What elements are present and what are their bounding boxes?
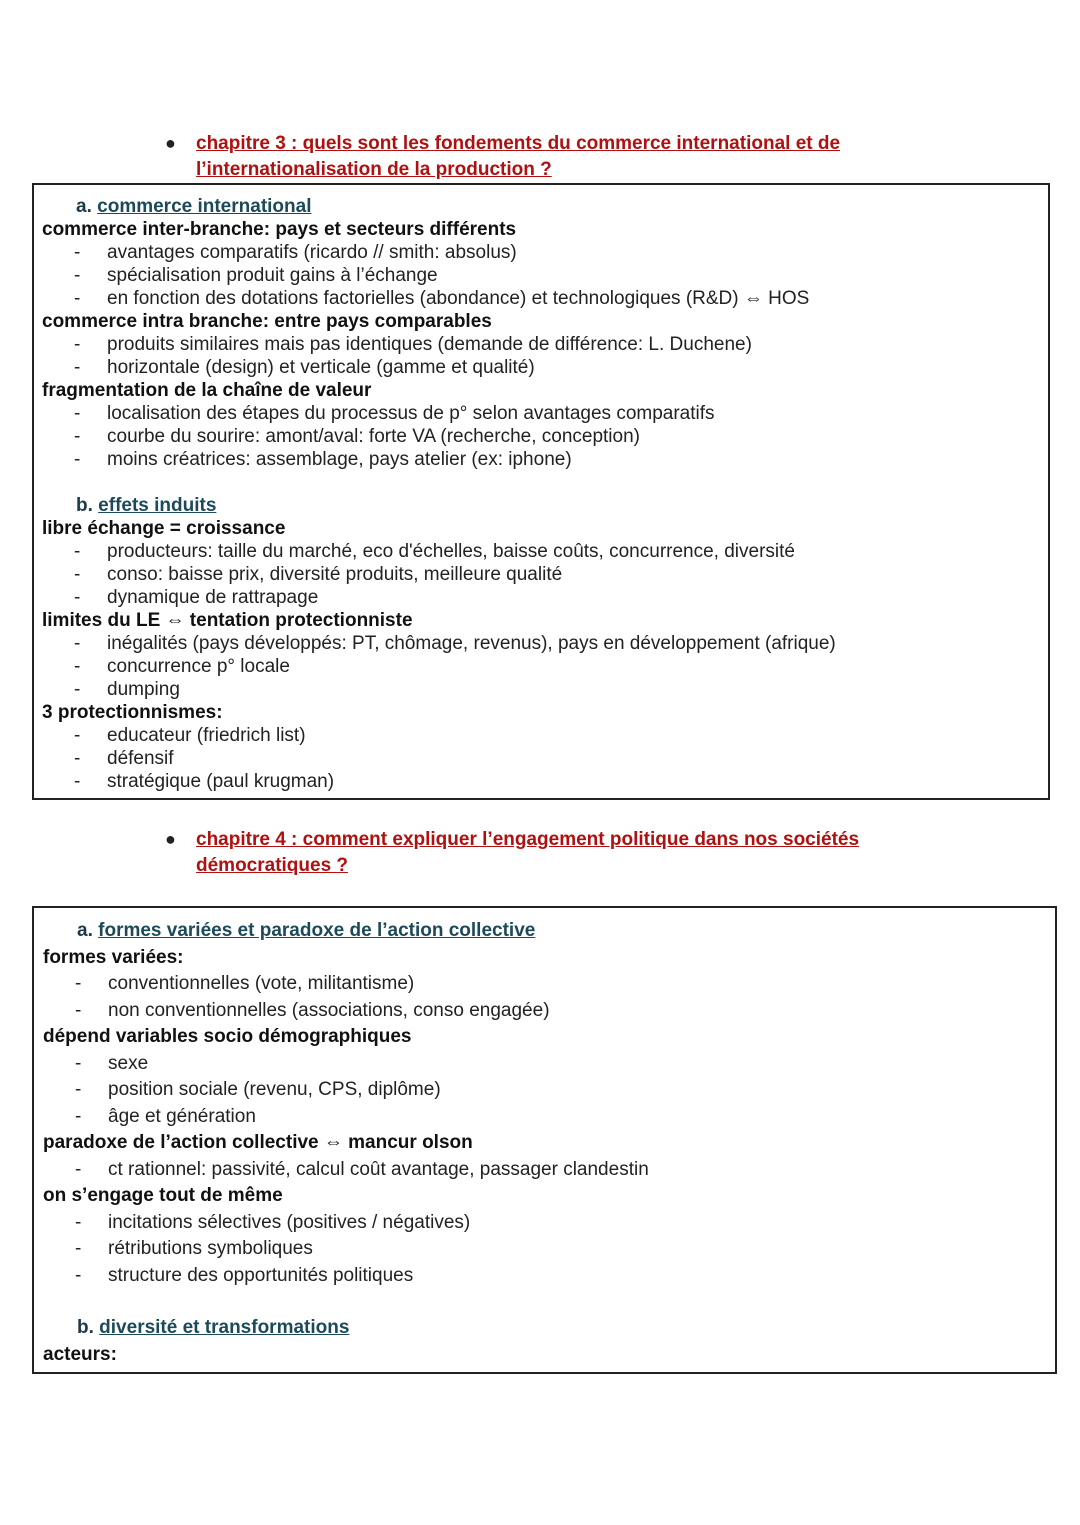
group-heading: dépend variables socio démographiques xyxy=(43,1026,412,1047)
group-heading: fragmentation de la chaîne de valeur xyxy=(42,380,372,401)
group-heading: paradoxe de l’action collective ⇔ mancur olson xyxy=(43,1132,473,1153)
item-list xyxy=(42,540,1040,609)
list-item: - avantages comparatifs (ricardo // smith: absolus) xyxy=(42,241,1040,264)
section-b-content xyxy=(42,517,1040,793)
item-list xyxy=(43,1210,1046,1290)
group-heading: on s’engage tout de même xyxy=(43,1185,283,1206)
chapter-3-box xyxy=(32,183,1050,800)
list-item: - horizontale (design) et verticale (gamme et qualité) xyxy=(42,356,1040,379)
section-a-heading xyxy=(76,195,1040,218)
group-heading: formes variées: xyxy=(43,946,184,968)
list-item: - produits similaires mais pas identiques (demande de différence: L. Duchene) xyxy=(42,333,1040,356)
item-list xyxy=(42,241,1040,310)
list-item: - dumping xyxy=(42,678,1040,701)
section-title: diversité et transformations xyxy=(99,1317,350,1338)
section-title: formes variées et paradoxe de l’action collective xyxy=(98,920,536,941)
chapter-title: chapitre 4 : comment expliquer l’engagement politique dans nos sociétés démocratiques ? xyxy=(196,829,860,876)
section-title: effets induits xyxy=(98,495,217,516)
item-list xyxy=(42,724,1040,793)
section-a-content xyxy=(43,945,1046,1290)
chapter-4-heading xyxy=(165,827,925,879)
list-item: - dynamique de rattrapage xyxy=(42,586,1040,609)
group-heading: commerce intra branche: entre pays comparables xyxy=(42,311,492,332)
chapter-3-heading xyxy=(165,131,925,183)
list-item: - spécialisation produit gains à l’échange xyxy=(42,264,1040,287)
list-item: - inégalités (pays développés: PT, chômage, revenus), pays en développement (afrique) xyxy=(42,632,1040,655)
list-item: - producteurs: taille du marché, eco d'échelles, baisse coûts, concurrence, diversité xyxy=(42,540,1040,563)
chapter-4-box xyxy=(32,906,1057,1374)
section-title: commerce international xyxy=(97,196,312,217)
section-letter: b. xyxy=(77,1317,94,1338)
group-heading: libre échange = croissance xyxy=(42,518,286,539)
group-heading: limites du LE ⇔ tentation protectionniste xyxy=(42,610,413,631)
list-item: - conventionnelles (vote, militantisme) xyxy=(43,971,1046,998)
list-item: - conso: baisse prix, diversité produits, meilleure qualité xyxy=(42,563,1040,586)
chapter-title: chapitre 3 : quels sont les fondements du commerce international et de l’internationalisation de la production ? xyxy=(196,133,841,180)
section-letter: a. xyxy=(76,196,92,217)
list-item: - non conventionnelles (associations, conso engagée) xyxy=(43,998,1046,1025)
section-a-content xyxy=(42,218,1040,471)
list-item: - incitations sélectives (positives / négatives) xyxy=(43,1210,1046,1237)
bullet-icon: ● xyxy=(165,133,176,153)
item-list xyxy=(43,1157,1046,1184)
list-item: - localisation des étapes du processus de p° selon avantages comparatifs xyxy=(42,402,1040,425)
list-item: - moins créatrices: assemblage, pays atelier (ex: iphone) xyxy=(42,448,1040,471)
list-item: - rétributions symboliques xyxy=(43,1236,1046,1263)
section-letter: a. xyxy=(77,920,93,941)
item-list xyxy=(43,1051,1046,1131)
bullet-icon: ● xyxy=(165,829,176,849)
item-list xyxy=(42,333,1040,379)
item-list xyxy=(43,971,1046,1024)
list-item: - concurrence p° locale xyxy=(42,655,1040,678)
list-item: - courbe du sourire: amont/aval: forte VA (recherche, conception) xyxy=(42,425,1040,448)
section-b-heading xyxy=(76,494,1040,517)
item-list xyxy=(42,402,1040,471)
list-item: - défensif xyxy=(42,747,1040,770)
list-item: - structure des opportunités politiques xyxy=(43,1263,1046,1290)
section-letter: b. xyxy=(76,495,93,516)
group-heading: commerce inter-branche: pays et secteurs différents xyxy=(42,219,517,240)
list-item: - sexe xyxy=(43,1051,1046,1078)
item-list xyxy=(42,632,1040,701)
group-heading: 3 protectionnismes: xyxy=(42,702,223,723)
list-item: - âge et génération xyxy=(43,1104,1046,1131)
section-a-heading xyxy=(77,918,1046,945)
list-item: - en fonction des dotations factorielles (abondance) et technologiques (R&D) ⇔ HOS xyxy=(42,287,1040,310)
list-item: - ct rationnel: passivité, calcul coût avantage, passager clandestin xyxy=(43,1157,1046,1184)
list-item: - stratégique (paul krugman) xyxy=(42,770,1040,793)
list-item: - educateur (friedrich list) xyxy=(42,724,1040,747)
list-item: - position sociale (revenu, CPS, diplôme) xyxy=(43,1077,1046,1104)
group-heading: acteurs: xyxy=(43,1343,117,1365)
section-b-heading xyxy=(77,1315,1046,1342)
